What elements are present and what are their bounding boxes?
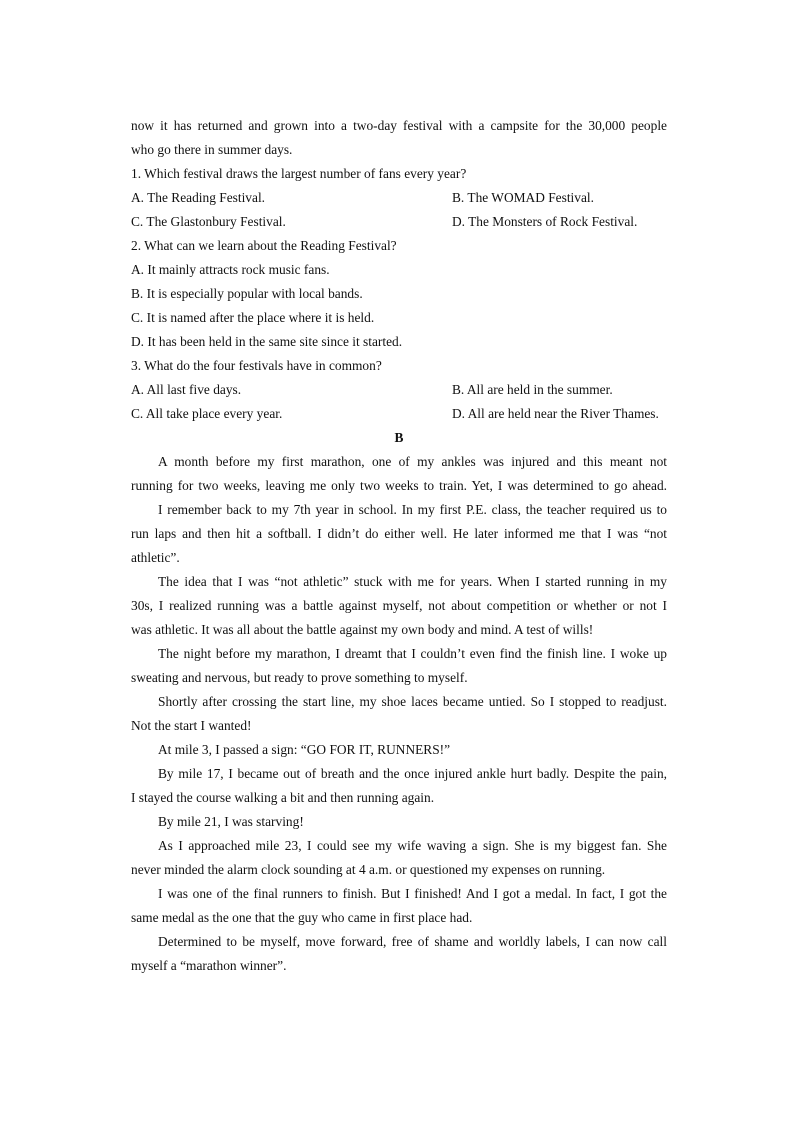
text-line: At mile 3, I passed a sign: “GO FOR IT, RUNNERS!” bbox=[158, 742, 451, 757]
option-c: C. The Glastonbury Festival. bbox=[131, 214, 286, 229]
option-a: A. The Reading Festival. bbox=[131, 190, 266, 205]
text-line: Shortly after crossing the start line, my shoe laces became untied. So I stopped to readjust. bbox=[158, 694, 667, 709]
text-line: running for two weeks, leaving me only two weeks to train. Yet, I was determined to go ahead. bbox=[131, 478, 667, 493]
text-line: never minded the alarm clock sounding at 4 a.m. or questioned my expenses on running. bbox=[131, 862, 606, 877]
text-line: who go there in summer days. bbox=[131, 142, 293, 157]
text-line: sweating and nervous, but ready to prove something to myself. bbox=[131, 670, 468, 685]
option-c: C. All take place every year. bbox=[131, 406, 283, 421]
paragraph bbox=[131, 450, 667, 498]
paragraph bbox=[131, 762, 667, 810]
options-row bbox=[131, 378, 667, 402]
option-b: B. The WOMAD Festival. bbox=[452, 190, 594, 205]
text-line: same medal as the one that the guy who came in first place had. bbox=[131, 910, 473, 925]
question-stem: 2. What can we learn about the Reading Festival? bbox=[131, 238, 397, 253]
question-3 bbox=[131, 354, 667, 426]
text-line: Not the start I wanted! bbox=[131, 718, 252, 733]
paragraph bbox=[131, 690, 667, 738]
option-d: D. The Monsters of Rock Festival. bbox=[452, 214, 638, 229]
text-line: As I approached mile 23, I could see my wife waving a sign. She is my biggest fan. She bbox=[158, 838, 667, 853]
passage-a-tail bbox=[131, 114, 667, 162]
text-line: A month before my first marathon, one of my ankles was injured and this meant not bbox=[158, 454, 667, 469]
options-row bbox=[131, 186, 667, 210]
question-stem: 1. Which festival draws the largest number of fans every year? bbox=[131, 166, 467, 181]
question-stem: 3. What do the four festivals have in common? bbox=[131, 358, 382, 373]
text-line: I stayed the course walking a bit and then running again. bbox=[131, 790, 435, 805]
document-page bbox=[131, 114, 667, 978]
paragraph bbox=[131, 834, 667, 882]
text-line: 30s, I realized running was a battle against myself, not about competition or whether or not I bbox=[131, 598, 667, 613]
paragraph bbox=[131, 930, 667, 978]
option-d: D. It has been held in the same site since it started. bbox=[131, 334, 403, 349]
option-d: D. All are held near the River Thames. bbox=[452, 406, 659, 421]
option-c: C. It is named after the place where it is held. bbox=[131, 310, 375, 325]
paragraph bbox=[131, 882, 667, 930]
text-line: By mile 17, I became out of breath and the once injured ankle hurt badly. Despite the pain, bbox=[158, 766, 667, 781]
text-line: myself a “marathon winner”. bbox=[131, 958, 287, 973]
text-line: I was one of the final runners to finish. But I finished! And I got a medal. In fact, I got the bbox=[158, 886, 667, 901]
paragraph bbox=[131, 810, 667, 834]
question-2 bbox=[131, 234, 667, 354]
option-a: A. All last five days. bbox=[131, 382, 242, 397]
section-b-title: B bbox=[394, 430, 404, 445]
text-line: The idea that I was “not athletic” stuck with me for years. When I started running in my bbox=[158, 574, 667, 589]
paragraph bbox=[131, 498, 667, 570]
text-line: By mile 21, I was starving! bbox=[158, 814, 304, 829]
option-b: B. All are held in the summer. bbox=[452, 382, 613, 397]
text-line: Determined to be myself, move forward, free of shame and worldly labels, I can now call bbox=[158, 934, 667, 949]
question-1 bbox=[131, 162, 667, 234]
option-a: A. It mainly attracts rock music fans. bbox=[131, 262, 330, 277]
paragraph bbox=[131, 738, 667, 762]
options-row bbox=[131, 210, 667, 234]
text-line: was athletic. It was all about the battle against my own body and mind. A test of wills! bbox=[131, 622, 594, 637]
options-row bbox=[131, 402, 667, 426]
text-line: run laps and then hit a softball. I didn’t do either well. He later informed me that I was “not bbox=[131, 526, 667, 541]
text-line: The night before my marathon, I dreamt that I couldn’t even find the finish line. I woke up bbox=[158, 646, 667, 661]
text-line: I remember back to my 7th year in school. In my first P.E. class, the teacher required us to bbox=[158, 502, 667, 517]
text-line: now it has returned and grown into a two-day festival with a campsite for the 30,000 people bbox=[131, 118, 667, 133]
text-line: athletic”. bbox=[131, 550, 180, 565]
option-b: B. It is especially popular with local bands. bbox=[131, 286, 363, 301]
paragraph bbox=[131, 570, 667, 642]
section-b-passage bbox=[131, 450, 667, 978]
paragraph bbox=[131, 642, 667, 690]
